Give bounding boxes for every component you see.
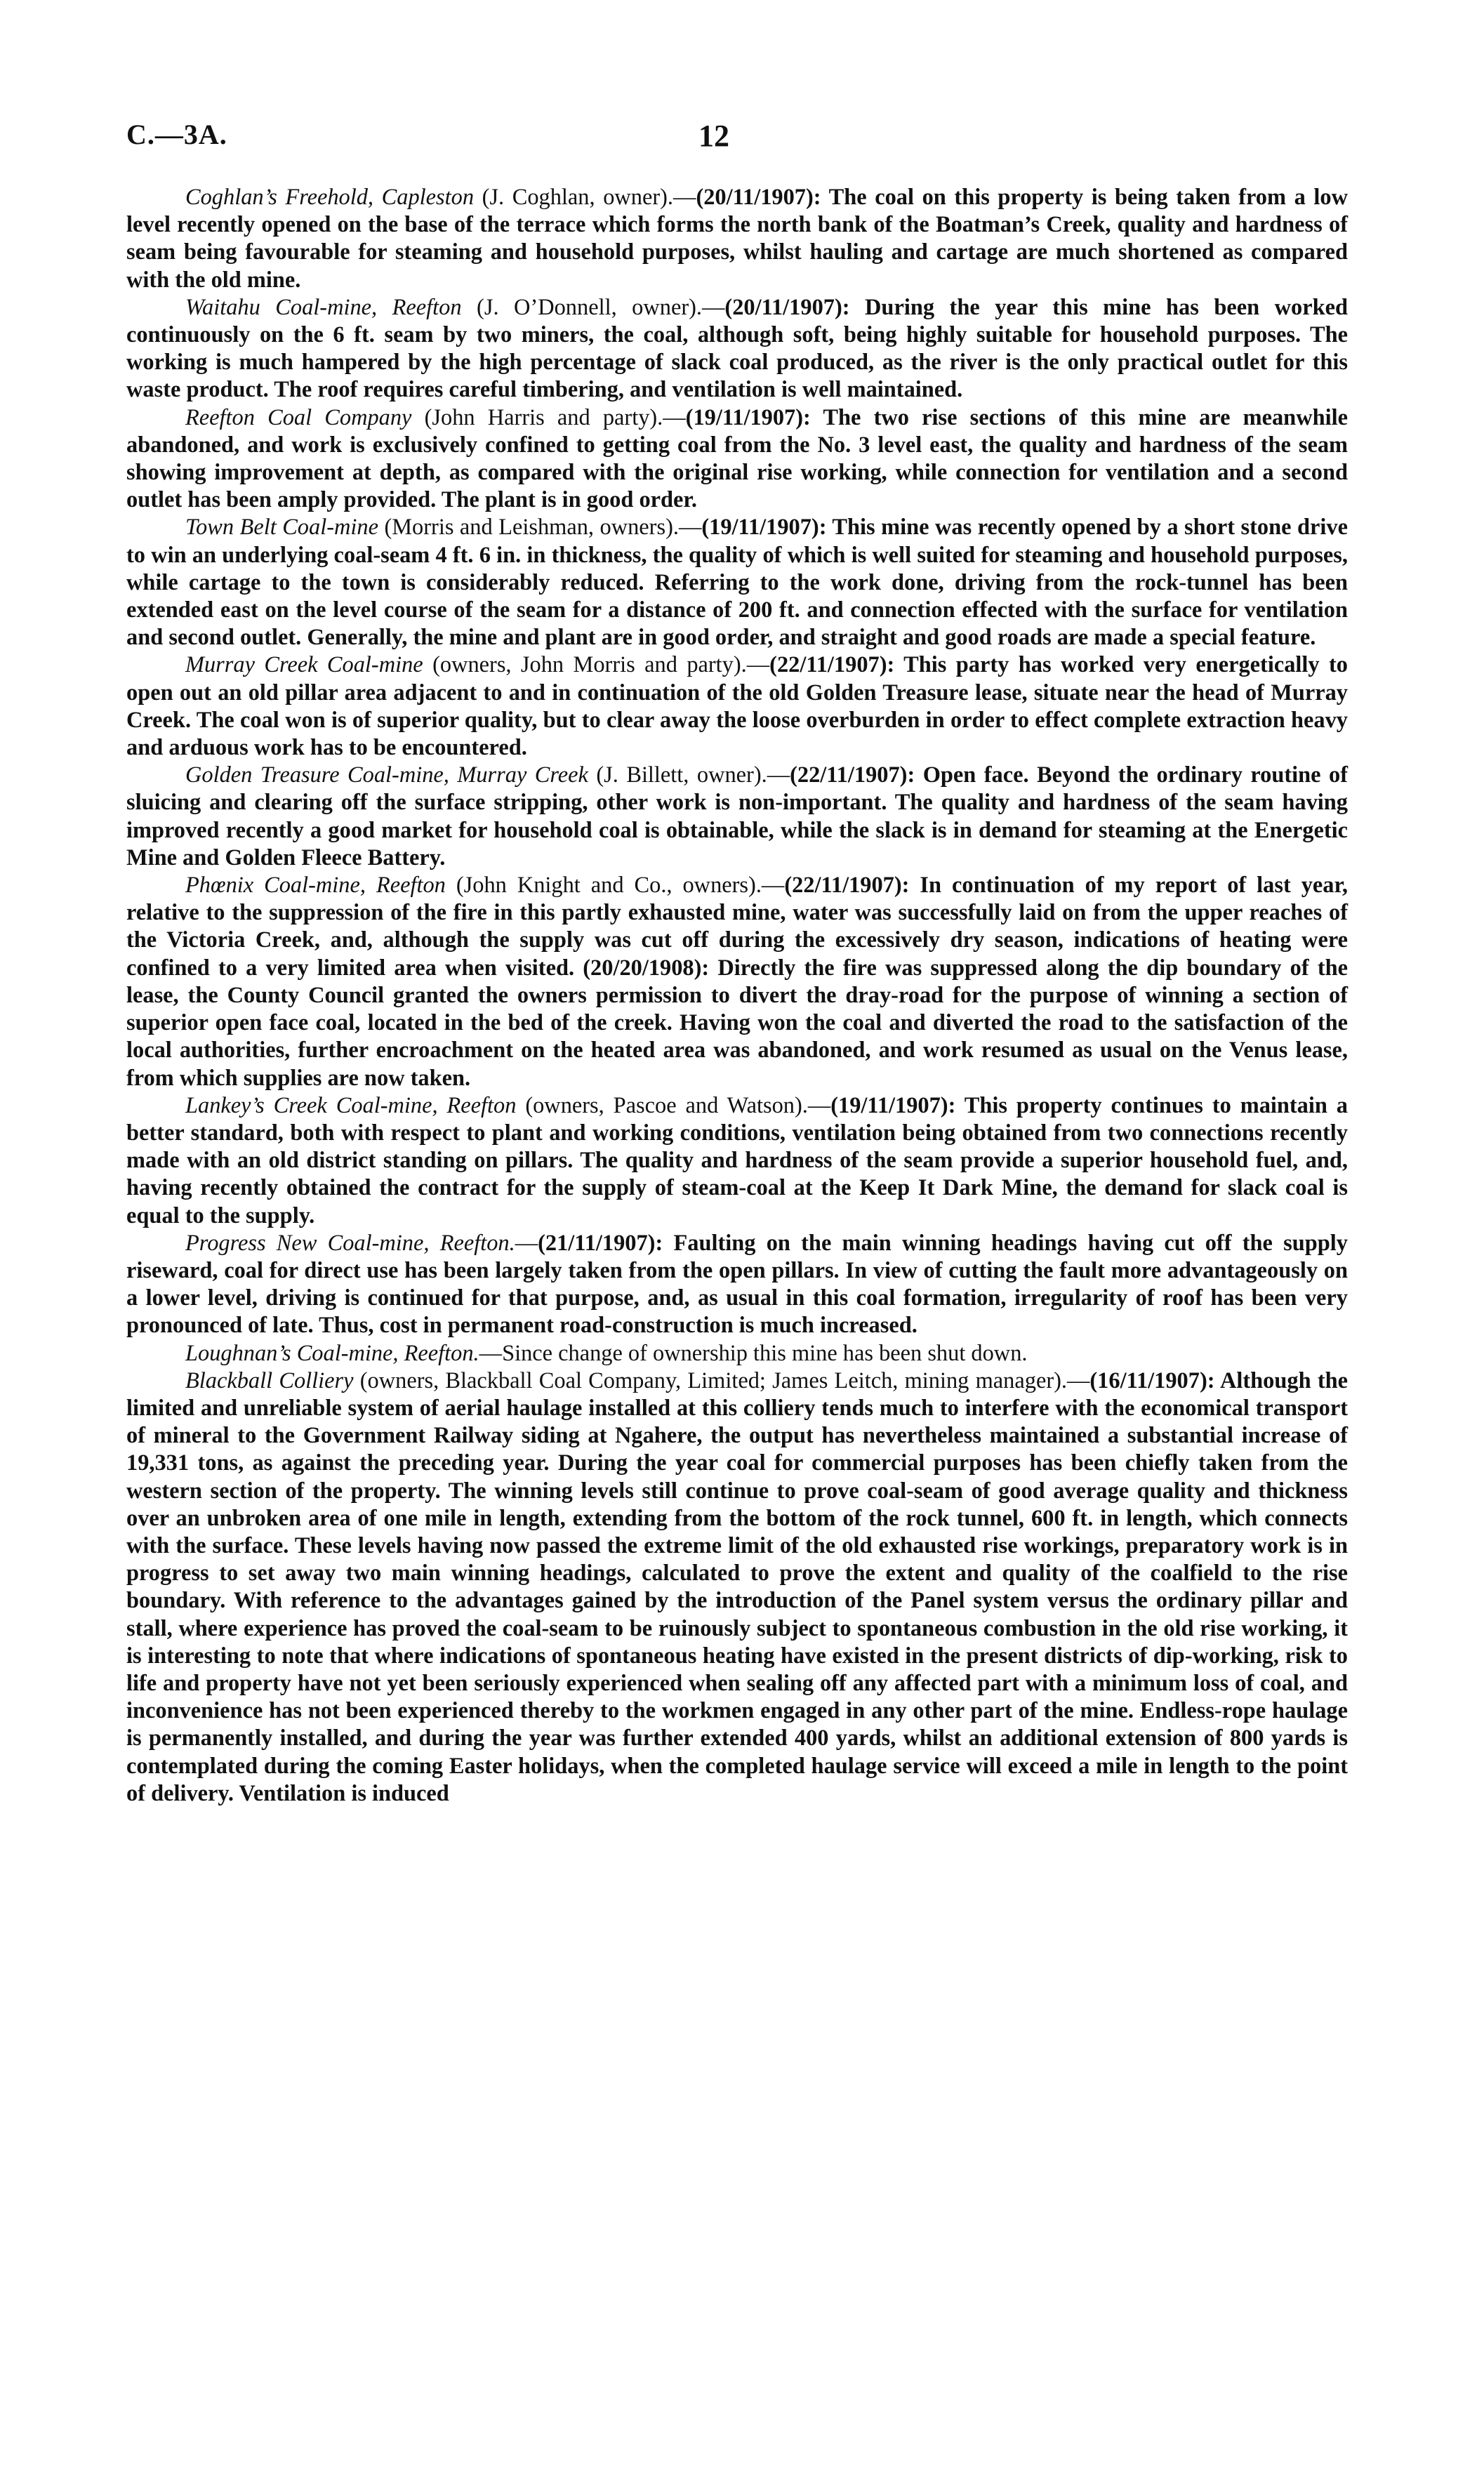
mine-entry <box>126 872 1348 1092</box>
mine-report-text: This property continues to maintain a better standard, both with respect to plant and working conditions, ventilation being obtained from two connections recently made with an old district standing on pillars. The quality and hardness of the seam provide a superior household fuel, and, having recently obtained the contract for the supply of steam-coal at the Keep It Dark Mine, the demand for slack coal is equal to the supply. <box>126 1092 1349 1228</box>
mine-owner: (J. Coghlan, owner).— <box>474 185 696 210</box>
inspection-date: (21/11/1907): <box>538 1230 663 1256</box>
mine-owner: — <box>515 1230 538 1256</box>
mine-owner: (John Knight and Co., owners).— <box>445 873 785 899</box>
mine-name: Progress New Coal-mine, Reefton. <box>185 1230 515 1256</box>
page-number: 12 <box>698 119 729 153</box>
mine-report-text: This party has worked very energetically to open out an old pillar area adjacent to and in continuation of the old Golden Treasure lease, situate near the head of Murray Creek. The coal won is of superior quality, but to clear away the loose overburden in order to effect complete extraction heavy and arduous work has to be encountered. <box>126 652 1348 761</box>
mine-report-text: Faulting on the main winning headings having cut off the supply riseward, coal for direct use has been largely taken from the open pillars. In view of cutting the fault more advantageously on a lower level, driving is continued for that purpose, and, as usual in this coal formation, irregularity of roof has been very pronounced of late. Thus, cost in permanent road-construction is much increased. <box>126 1230 1348 1339</box>
mine-entry <box>126 294 1348 404</box>
mine-name: Lankey’s Creek Coal-mine, Reefton <box>185 1092 517 1118</box>
mine-entry <box>126 404 1348 515</box>
mine-name: Waitahu Coal-mine, Reefton <box>185 294 462 320</box>
mine-report-text: During the year this mine has been worked continuously on the 6 ft. seam by two miners, the coal, although soft, being highly suitable for household purposes. The working is much hampered by the high percentage of slack coal produced, as the river is the only practical outlet for this waste product. The roof requires careful timbering, and ventilation is well maintained. <box>126 294 1348 403</box>
mine-owner: (John Harris and party).— <box>411 404 686 430</box>
mine-name: Town Belt Coal-mine <box>185 515 378 541</box>
mine-owner: (owners, John Morris and party).— <box>423 652 770 678</box>
mine-name: Blackball Colliery <box>185 1367 354 1393</box>
inspection-date: (22/11/1907): <box>784 873 910 899</box>
inspection-date: (19/11/1907): <box>701 515 827 541</box>
mine-report-text: Although the limited and unreliable system of aerial haulage installed at this colliery tends much to interfere with the economical transport of mineral to the Government Railway siding at Ngahere, the output has nevertheless maintained a substantial increase of 19,331 tons, as against the preceding year. During the year coal for commercial purposes has been chiefly taken from the western section of the property. The winning levels still continue to prove coal-seam of good average quality and thickness over an unbroken area of one mile in length, extending from the bottom of the rock tunnel, 600 ft. in length, which connects with the surface. These levels having now passed the extreme limit of the old exhausted rise workings, preparatory work is in progress to set away two main winning headings, calculated to prove the extent and quality of the coalfield to the rise boundary. With reference to the advantages gained by the introduction of the Panel system versus the ordinary pillar and stall, where experience has proved the coal-seam to be ruinously subject to spontaneous combustion in the old rise working, it is interesting to note that where indications of spontaneous heating have existed in the present districts of dip-working, risk to life and property have not yet been seriously experienced when sealing off any affected part with a minimum loss of coal, and inconvenience has not been experienced thereby to the workmen engaged in any other part of the mine. Endless-rope haulage is permanently installed, and during the year was further extended 400 yards, whilst an additional extension of 800 yards is contemplated during the coming Easter holidays, when the completed haulage service will exceed a mile in length to the point of delivery. Ventilation is induced <box>126 1367 1348 1806</box>
mine-name: Loughnan’s Coal-mine, Reefton. <box>185 1340 479 1366</box>
mine-owner: (owners, Pascoe and Watson).— <box>516 1092 831 1118</box>
inspection-date: (19/11/1907): <box>685 404 811 430</box>
inspection-date: (19/11/1907): <box>830 1092 956 1118</box>
page-header <box>126 118 1348 160</box>
inspection-date: (22/11/1907): <box>790 762 915 788</box>
mine-owner: (owners, Blackball Coal Company, Limited; James Leitch, mining manager).— <box>353 1367 1090 1393</box>
mine-name: Murray Creek Coal-mine <box>185 652 423 678</box>
mine-entry <box>126 1340 1348 1367</box>
mine-report-text: The coal on this property is being taken from a low level recently opened on the base of the terrace which forms the north bank of the Boatman’s Creek, quality and hardness of seam being favourable for steaming and household purposes, whilst hauling and cartage are much shortened as compared with the old mine. <box>126 185 1348 293</box>
report-body <box>126 184 1348 1808</box>
mine-report-text: Open face. Beyond the ordinary routine of sluicing and clearing off the surface stripping, other work is non-important. The quality and hardness of the seam having improved recently a good market for household coal is obtainable, while the slack is in demand for steaming at the Energetic Mine and Golden Fleece Battery. <box>126 762 1348 870</box>
inspection-date: (16/11/1907): <box>1089 1367 1215 1393</box>
inspection-date: (20/11/1907): <box>724 294 850 320</box>
mine-owner: (J. Billett, owner).— <box>588 762 790 788</box>
mine-owner: — <box>479 1340 503 1366</box>
mine-report-text: This mine was recently opened by a short stone drive to win an underlying coal-seam 4 ft. 6 in. in thickness, the quality of which is well suited for steaming and household purposes, while cartage to the town is considerably reduced. Referring to the work done, driving from the rock-tunnel has been extended east on the level course of the seam for a distance of 200 ft. and connection effected with the surface for ventilation and second outlet. Generally, the mine and plant are in good order, and straight and good roads are made a special feature. <box>126 515 1348 651</box>
mine-name: Reefton Coal Company <box>185 404 412 430</box>
mine-report-text: In continuation of my report of last year, relative to the suppression of the fire in this partly exhausted mine, water was successfully laid on from the upper reaches of the Victoria Creek, and, although the supply was cut off during the excessively dry season, indications of heating were confined to a very limited area when visited. (20/20/1908): Directly the fire was suppressed along the dip boundary of the lease, the County Council granted the owners permission to divert the dray-road for the purpose of winning a section of superior open face coal, located in the bed of the creek. Having won the coal and diverted the road to the satisfaction of the local authorities, further encroachment on the heated area was abandoned, and work resumed as usual on the Venus lease, from which supplies are now taken. <box>126 873 1349 1091</box>
mine-entry <box>126 1367 1348 1808</box>
mine-name: Phœnix Coal-mine, Reefton <box>185 873 446 899</box>
report-reference: C.—3A. <box>126 119 227 150</box>
inspection-date: (20/11/1907): <box>696 185 821 210</box>
inspection-date: (22/11/1907): <box>769 652 895 678</box>
mine-entry <box>126 1230 1348 1340</box>
mine-entry <box>126 1092 1348 1230</box>
mine-entry <box>126 762 1348 872</box>
mine-owner: (J. O’Donnell, owner).— <box>461 294 725 320</box>
mine-entry <box>126 514 1348 651</box>
mine-name: Coghlan’s Freehold, Capleston <box>185 185 475 210</box>
mine-report-text: The two rise sections of this mine are meanwhile abandoned, and work is exclusively confined to getting coal from the No. 3 level east, the quality and hardness of the seam showing improvement at depth, as compared with the original rise working, while connection for ventilation and a second outlet has been amply provided. The plant is in good order. <box>126 404 1348 513</box>
mine-entry <box>126 184 1348 294</box>
mine-report-text: Since change of ownership this mine has been shut down. <box>502 1340 1028 1366</box>
mine-owner: (Morris and Leishman, owners).— <box>378 515 702 541</box>
mine-name: Golden Treasure Coal-mine, Murray Creek <box>185 762 588 788</box>
mine-entry <box>126 651 1348 762</box>
